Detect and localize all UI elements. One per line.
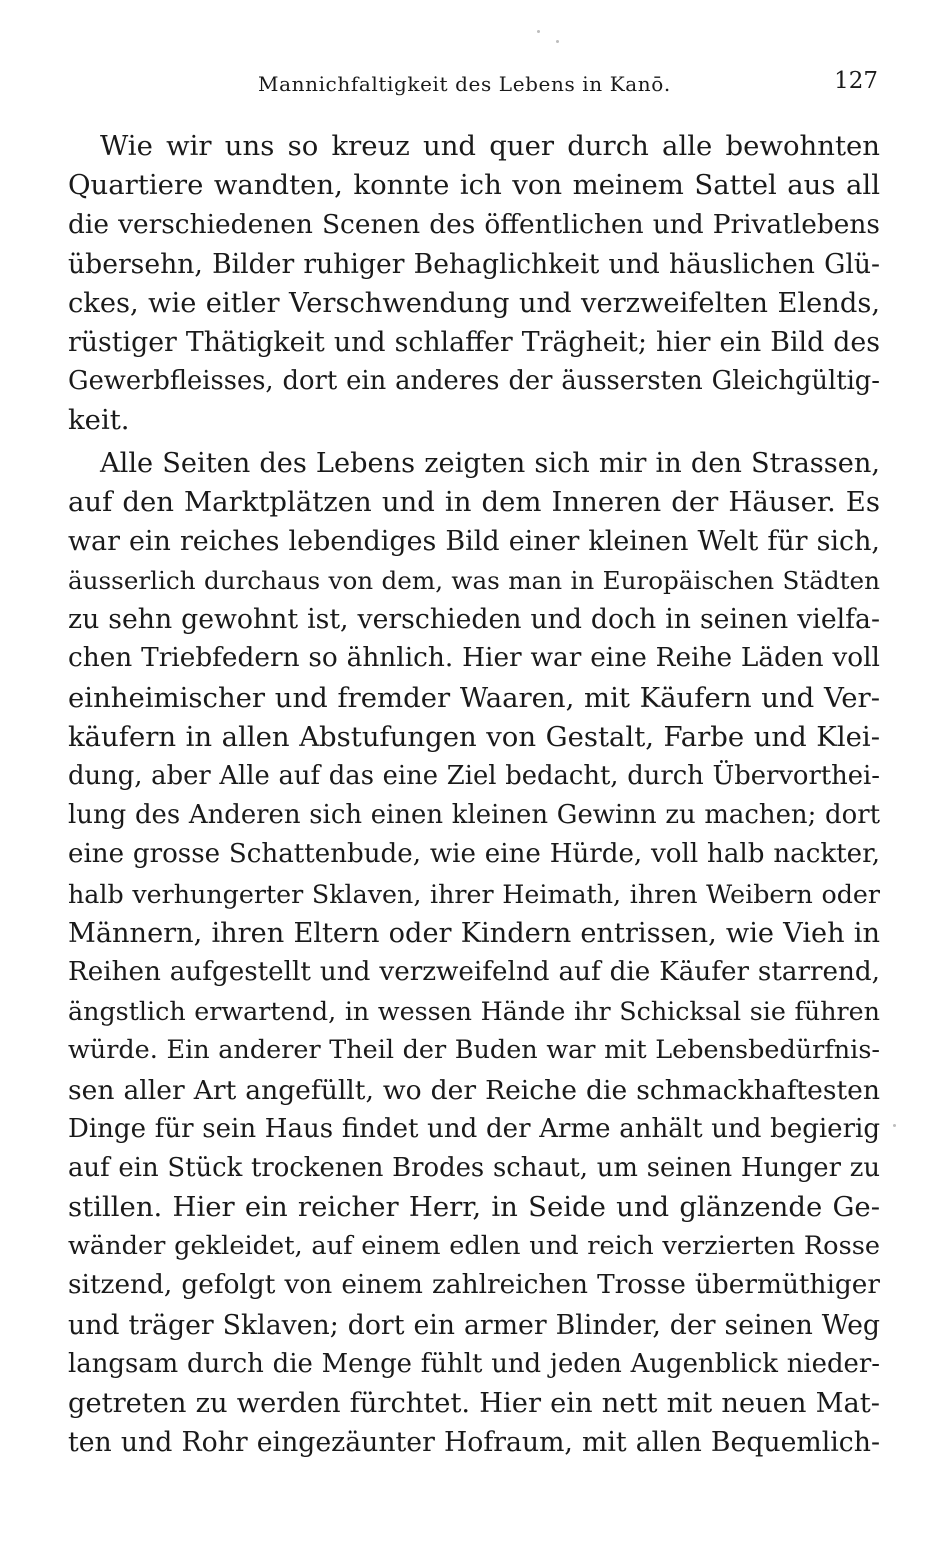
text-line: halb verhungerter Sklaven, ihrer Heimath, ihren Weibern oder — [68, 878, 880, 909]
text-line: Wie wir uns so kreuz und quer durch alle bewohnten — [100, 130, 880, 162]
text-line: sitzend, gefolgt von einem zahlreichen Trosse übermüthiger — [68, 1270, 880, 1301]
text-line: würde. Ein anderer Theil der Buden war mit Lebensbedürfnis- — [68, 1035, 880, 1066]
text-line: auf ein Stück trockenen Brodes schaut, um seinen Hunger zu — [68, 1152, 880, 1183]
print-speck — [556, 40, 559, 43]
text-line: ckes, wie eitler Verschwendung und verzweifelten Elends, — [68, 287, 880, 319]
text-line: einheimischer und fremder Waaren, mit Käufern und Ver- — [68, 681, 880, 714]
text-line: keit. — [68, 404, 130, 437]
text-line: äusserlich durchaus von dem, was man in Europäischen Städten — [68, 566, 880, 596]
text-line: getreten zu werden fürchtet. Hier ein nett mit neuen Mat- — [68, 1388, 880, 1419]
text-line: stillen. Hier ein reicher Herr, in Seide und glänzende Ge- — [68, 1191, 880, 1224]
text-line: rüstiger Thätigkeit und schlaffer Trägheit; hier ein Bild des — [68, 326, 880, 358]
text-line: auf den Marktplätzen und in dem Inneren der Häuser. Es — [68, 485, 880, 518]
text-line: Alle Seiten des Lebens zeigten sich mir in den Strassen, — [100, 447, 880, 479]
text-line: ten und Rohr eingezäunter Hofraum, mit allen Bequemlich- — [68, 1427, 880, 1459]
text-line: sen aller Art angefüllt, wo der Reiche die schmackhaftesten — [68, 1074, 880, 1106]
text-line: langsam durch die Menge fühlt und jeden Augenblick nieder- — [68, 1348, 880, 1379]
print-speck — [537, 30, 540, 33]
text-line: Gewerbfleisses, dort ein anderes der äussersten Gleichgültig- — [68, 366, 880, 397]
text-line: eine grosse Schattenbude, wie eine Hürde, voll halb nackter, — [68, 839, 880, 870]
text-line: übersehn, Bilder ruhiger Behaglichkeit und häuslichen Glü- — [68, 248, 880, 280]
text-line: Männern, ihren Eltern oder Kindern entrissen, wie Vieh in — [68, 917, 880, 949]
body-text — [68, 127, 880, 1541]
text-line: war ein reiches lebendiges Bild einer kleinen Welt für sich, — [68, 525, 880, 557]
page-number: 127 — [834, 68, 878, 94]
text-line: ängstlich erwartend, in wessen Hände ihr Schicksal sie führen — [68, 996, 880, 1027]
text-line: lung des Anderen sich einen kleinen Gewinn zu machen; dort — [68, 800, 880, 831]
paragraph-1 — [68, 127, 880, 441]
text-line — [68, 1502, 880, 1541]
text-line: käufern in allen Abstufungen von Gestalt, Farbe und Klei- — [68, 720, 880, 753]
text-line: Reihen aufgestellt und verzweifelnd auf die Käufer starrend, — [68, 956, 880, 987]
text-line: dung, aber Alle auf das eine Ziel bedacht, durch Übervorthei- — [68, 761, 880, 791]
text-line: und träger Sklaven; dort ein armer Blinder, der seinen Weg — [68, 1309, 880, 1341]
text-line: Quartiere wandten, konnte ich von meinem Sattel aus all — [68, 169, 880, 202]
paragraph-2 — [68, 444, 880, 1541]
text-line: die verschiedenen Scenen des öffentlichen und Privatlebens — [68, 209, 880, 241]
text-line: chen Triebfedern so ähnlich. Hier war eine Reihe Läden voll — [68, 643, 880, 674]
text-line: wänder gekleidet, auf einem edlen und reich verzierten Rosse — [68, 1231, 880, 1262]
running-title: Mannichfaltigkeit des Lebens in Kanō. — [258, 72, 671, 96]
running-head — [258, 68, 878, 102]
text-line: Dinge für sein Haus findet und der Arme anhält und begierig — [68, 1113, 880, 1144]
text-line: zu sehn gewohnt ist, verschieden und doch in seinen vielfa- — [68, 604, 880, 636]
text-line — [68, 1462, 880, 1501]
print-speck — [893, 1124, 896, 1127]
